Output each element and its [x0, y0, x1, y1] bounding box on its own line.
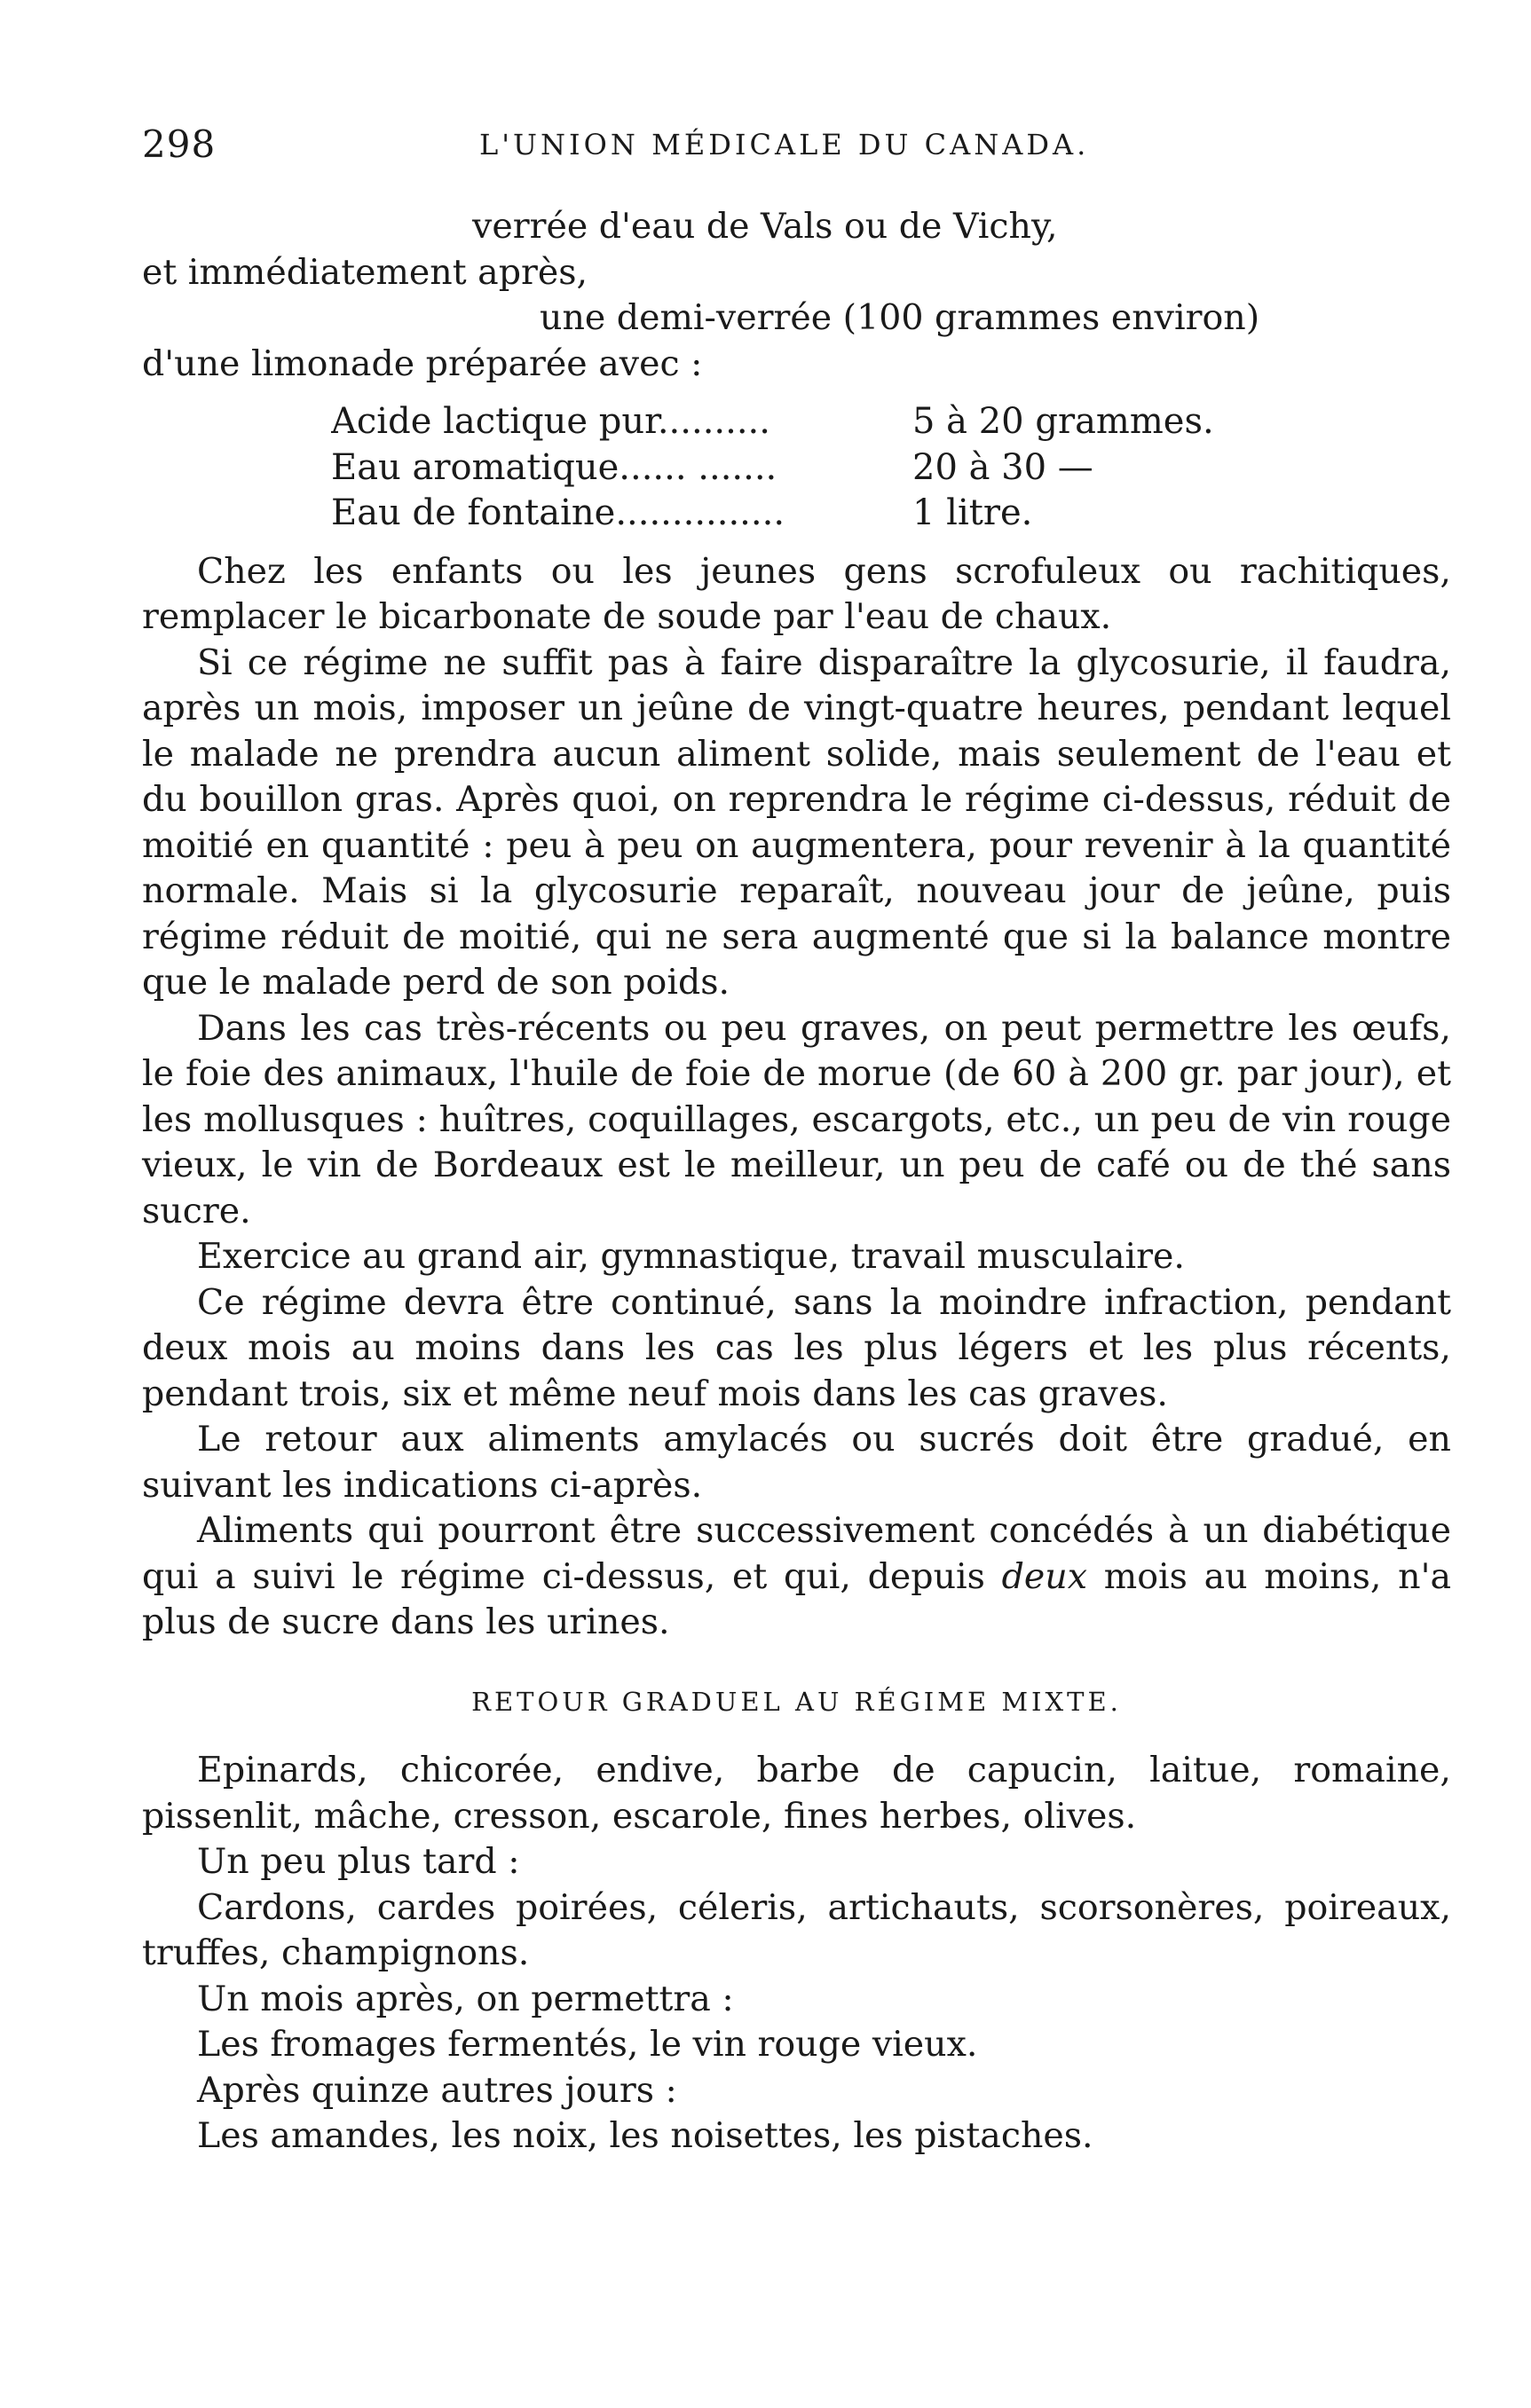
recipe-row [331, 399, 1451, 445]
paragraph-exercise: Exercice au grand air, gymnastique, travail musculaire. [197, 1236, 1185, 1277]
paragraph-children: Chez les enfants ou les jeunes gens scrofuleux ou rachitiques, remplacer le bicarbonate de soude par l'eau de chaux. [142, 550, 1451, 637]
recipe-ingredient: Eau de fontaine............... [331, 492, 785, 533]
food-step-label-3: Un mois après, on permettra : [197, 1978, 734, 2019]
intro-line-1: verrée d'eau de Vals ou de Vichy, [472, 206, 1058, 247]
paragraph-allowed-foods-emphasis: deux [1001, 1555, 1088, 1597]
paragraph-fasting: Si ce régime ne suffit pas à faire disparaître la glycosurie, il faudra, après un mois, imposer un jeûne de vingt-quatre heures, pendant lequel le malade ne prendra aucun aliment solide, mais seulement de l'eau et du bouillon gras. Après quoi, on reprendra le régime ci-dessus, réduit de moitié en quantité : peu à peu on augmentera, pour revenir à la quantité normale. Mais si la glycosurie reparaît, nouveau jour de jeûne, puis régime réduit de moitié, qui ne sera augmenté que si la balance montre que le malade perd de son poids. [142, 641, 1451, 1003]
food-step-2: Cardons, cardes poirées, céleris, artichauts, scorsonères, poireaux, truffes, champignons. [142, 1886, 1451, 1973]
paragraph-allowed-foods-end: mois au moins, n'a plus de sucre dans les urines. [142, 1555, 1451, 1642]
food-step-1: Epinards, chicorée, endive, barbe de capucin, laitue, romaine, pissenlit, mâche, cresson, escarole, fines herbes, olives. [142, 1750, 1451, 1837]
recipe-row [331, 491, 1451, 537]
intro-line-3: une demi-verrée (100 grammes environ) [540, 297, 1260, 338]
page-header [142, 122, 1438, 176]
paragraph-allowed-foods-start: Aliments qui pourront être successivement concédés à un diabétique qui a suivi le régime ci-dessus, et qui, depuis [142, 1510, 1451, 1597]
section-heading: RETOUR GRADUEL AU RÉGIME MIXTE. [471, 1686, 1122, 1717]
recipe-row [331, 445, 1451, 492]
running-head: L'UNION MÉDICALE DU CANADA. [479, 128, 1090, 161]
recipe-dose: 1 litre. [912, 492, 1033, 533]
recipe-list [331, 399, 1451, 537]
intro-line-4: d'une limonade préparée avec : [142, 342, 703, 384]
paragraph-return: Le retour aux aliments amylacés ou sucrés doit être gradué, en suivant les indications ci-après. [142, 1419, 1451, 1506]
recipe-dose: 20 à 30 — [912, 446, 1093, 488]
page-body [142, 204, 1451, 2160]
food-step-3: Les fromages fermentés, le vin rouge vieux. [197, 2024, 978, 2065]
paragraph-duration: Ce régime devra être continué, sans la moindre infraction, pendant deux mois au moins dans les cas les plus légers et les plus récents, pendant trois, six et même neuf mois dans les cas graves. [142, 1281, 1451, 1414]
recipe-ingredient: Eau aromatique...... ....... [331, 446, 777, 488]
recipe-ingredient: Acide lactique pur.......... [331, 401, 770, 442]
page-number: 298 [142, 122, 217, 166]
food-step-4: Les amandes, les noix, les noisettes, les pistaches. [197, 2115, 1093, 2156]
intro-line-2: et immédiatement après, [142, 251, 588, 293]
food-step-label-2: Un peu plus tard : [197, 1841, 520, 1882]
food-step-label-4: Après quinze autres jours : [197, 2069, 677, 2111]
paragraph-recent-cases: Dans les cas très-récents ou peu graves, on peut permettre les œufs, le foie des animaux, l'huile de foie de morue (de 60 à 200 gr. par jour), et les mollusques : huîtres, coquillages, escargots, etc., un peu de vin rouge vieux, le vin de Bordeaux est le meilleur, un peu de café ou de thé sans sucre. [142, 1007, 1451, 1232]
recipe-dose: 5 à 20 grammes. [912, 401, 1214, 442]
paragraph-allowed-foods [142, 1508, 1451, 1646]
